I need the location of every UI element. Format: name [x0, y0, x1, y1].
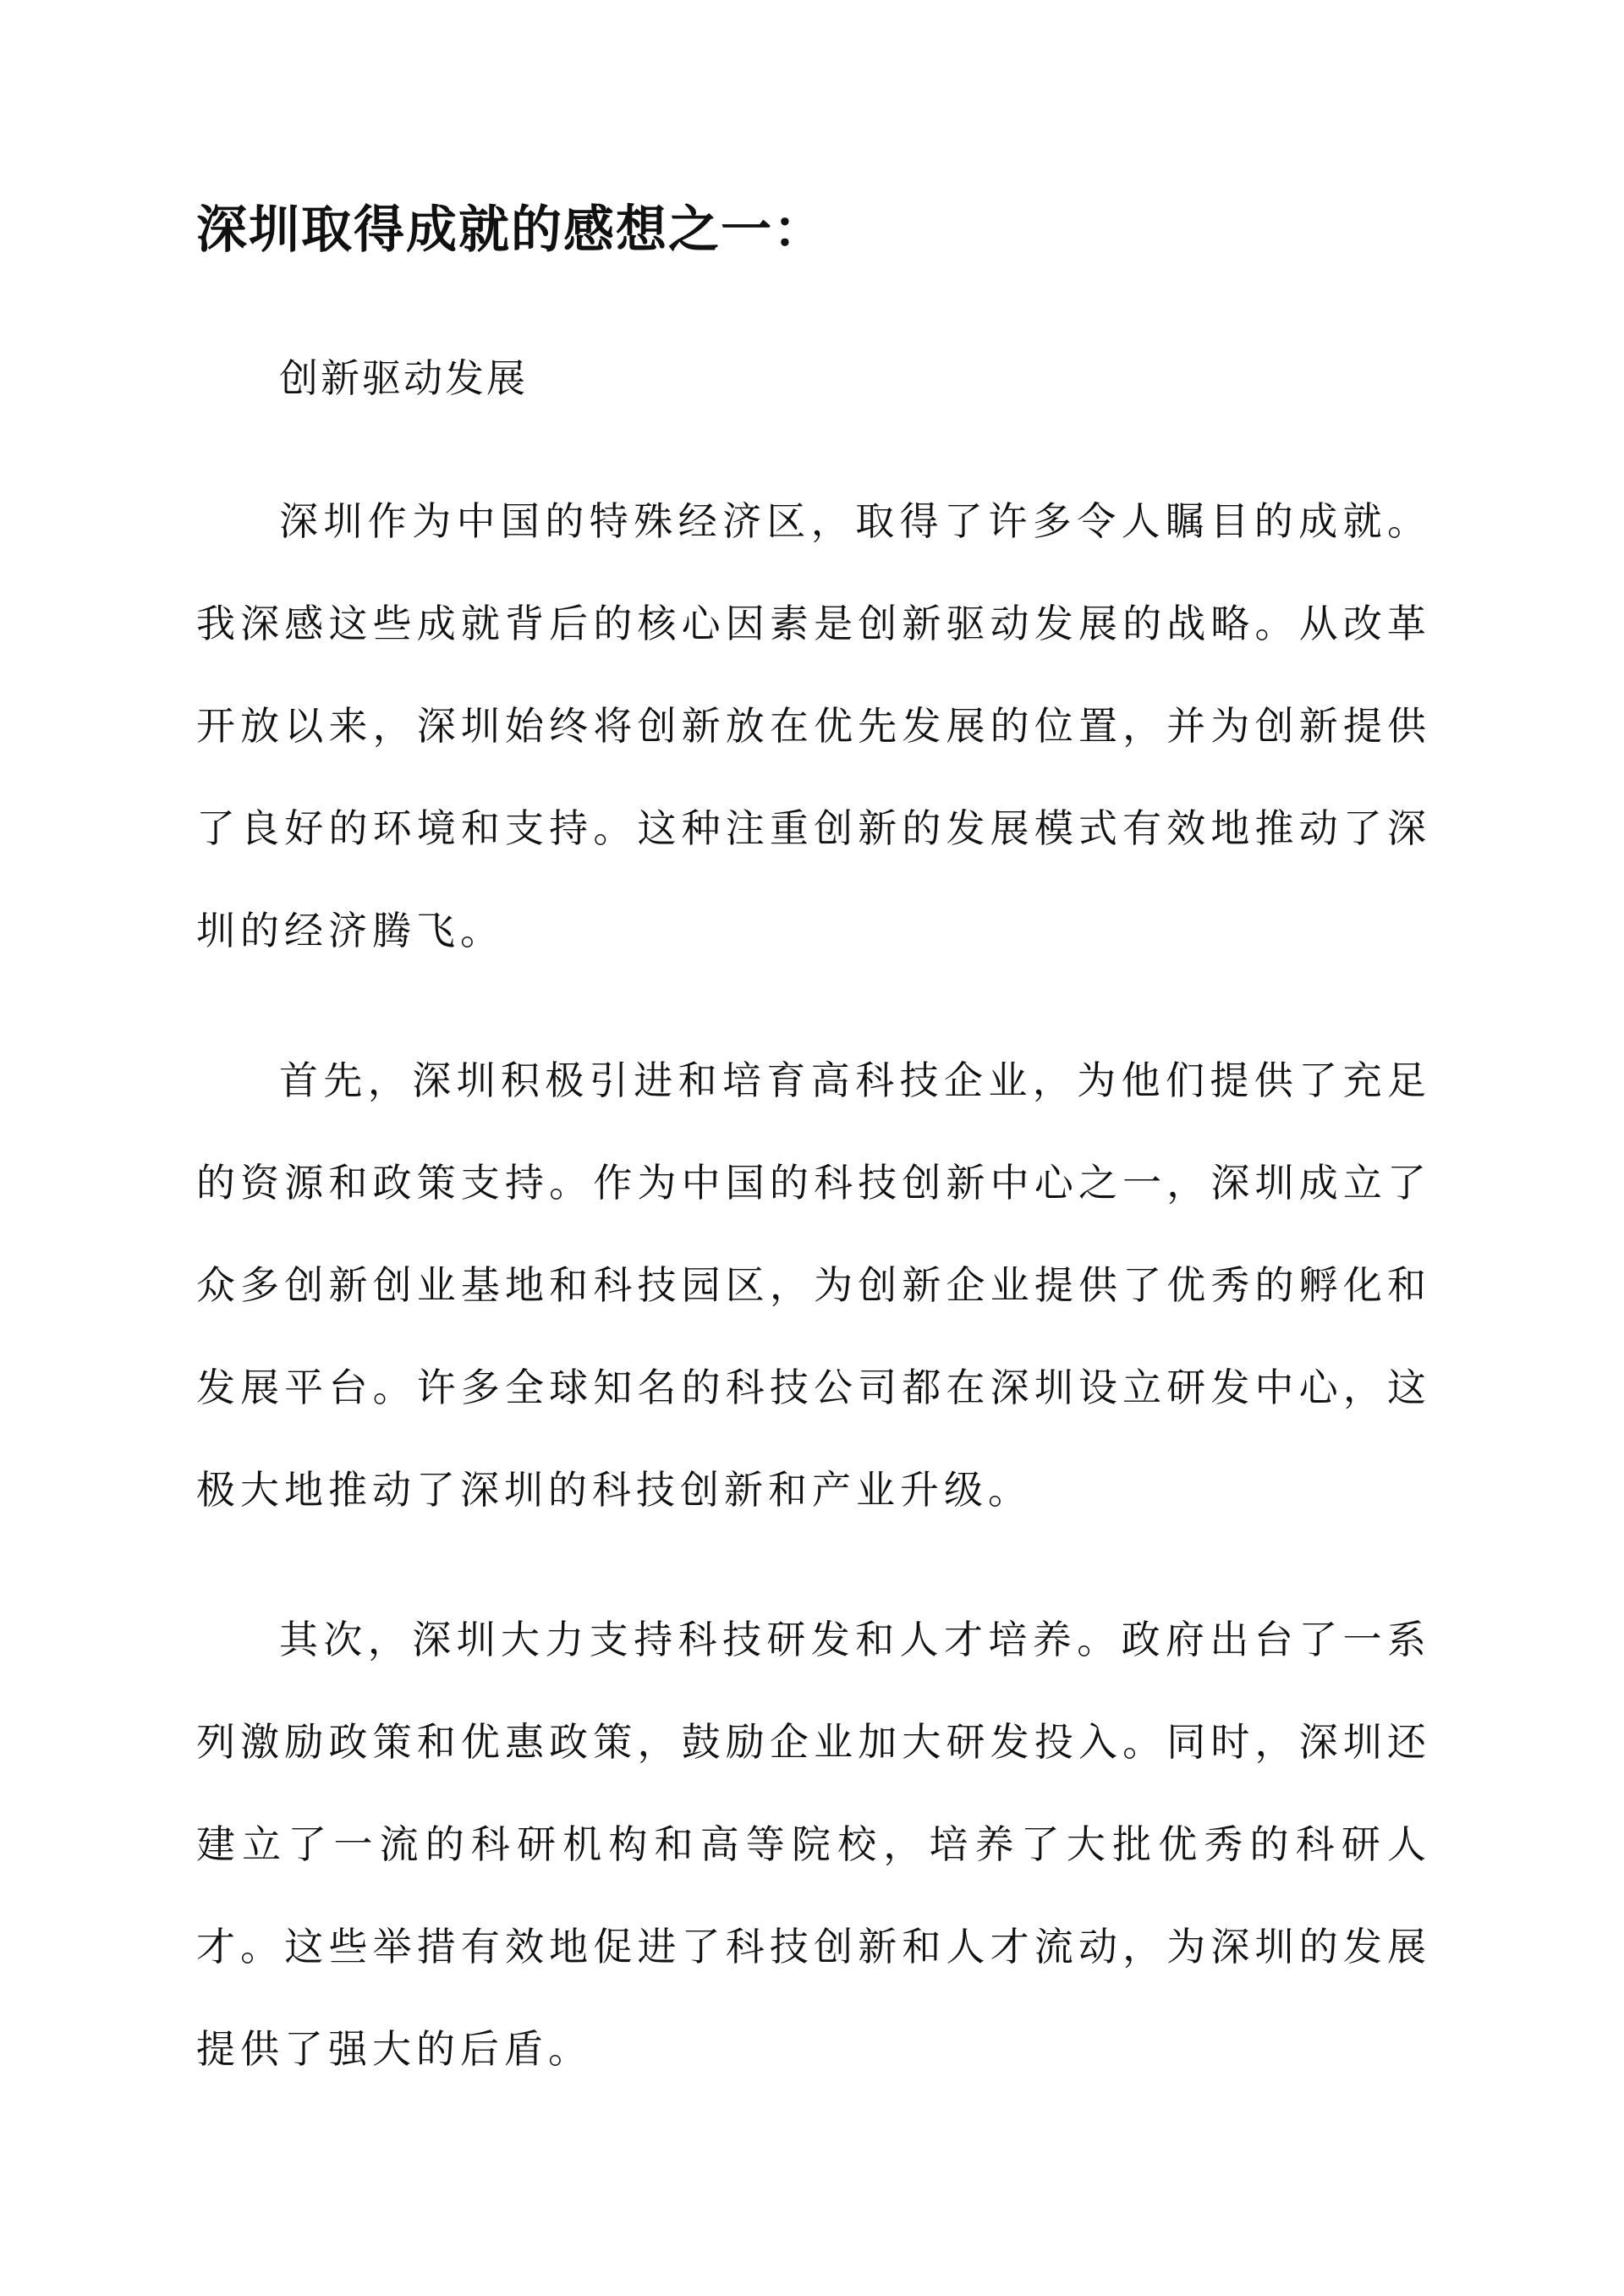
paragraph-second: 其次，深圳大力支持科技研发和人才培养。政府出台了一系列激励政策和优惠政策，鼓励企业加大研发投入。同时，深圳还建立了一流的科研机构和高等院校，培养了大批优秀的科研人才。这些举措有效地促进了科技创新和人才流动，为深圳的发展提供了强大的后盾。 — [196, 1617, 1431, 2072]
paragraph-intro: 深圳作为中国的特殊经济区，取得了许多令人瞩目的成就。我深感这些成就背后的核心因素是创新驱动发展的战略。从改革开放以来，深圳始终将创新放在优先发展的位置，并为创新提供了良好的环境和支持。这种注重创新的发展模式有效地推动了深圳的经济腾飞。 — [196, 498, 1431, 953]
paragraph-first: 首先，深圳积极引进和培育高科技企业，为他们提供了充足的资源和政策支持。作为中国的科技创新中心之一，深圳成立了众多创新创业基地和科技园区，为创新企业提供了优秀的孵化和发展平台。许多全球知名的科技公司都在深圳设立研发中心，这极大地推动了深圳的科技创新和产业升级。 — [196, 1057, 1431, 1513]
section-subtitle: 创新驱动发展 — [279, 355, 528, 401]
document-body — [196, 470, 1431, 2148]
document-title: 深圳取得成就的感想之一： — [196, 200, 826, 260]
